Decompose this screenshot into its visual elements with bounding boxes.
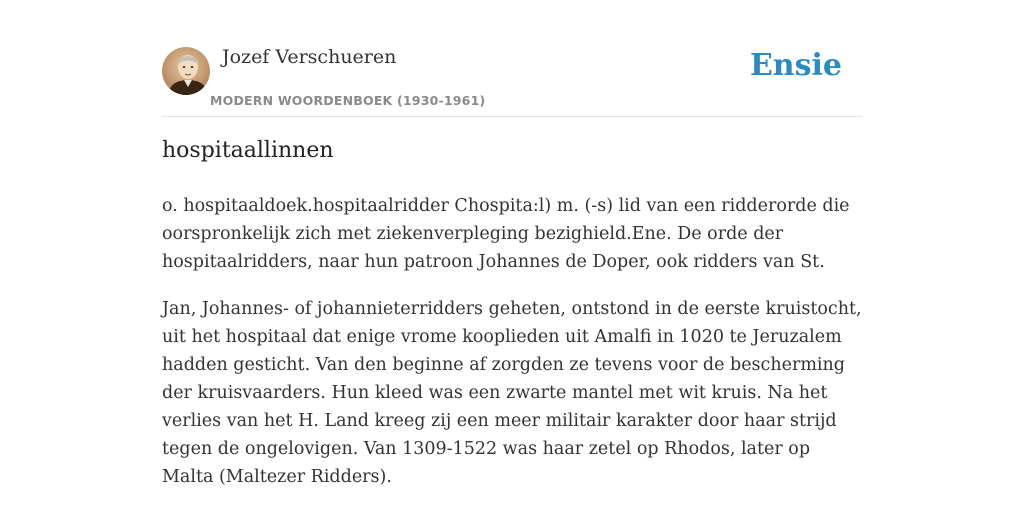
header bbox=[162, 44, 862, 117]
author-name[interactable]: Jozef Verschueren bbox=[222, 46, 397, 68]
definition-paragraph: Jan, Johannes- of johannieterridders geheten, ontstond in de eerste kruistocht, uit het hospitaal dat enige vrome kooplieden uit Amalfi in 1020 te Jeruzalem hadden gesticht. Van den beginne af zorgden ze tevens voor de bescherming der kruisvaarders. Hun kleed was een zwarte mantel met wit kruis. Na het verlies van het H. Land kreeg zij een meer militair karakter door haar strijd tegen de ongelovigen. Van 1309-1522 was haar zetel op Rhodos, later op Malta (Maltezer Ridders). bbox=[162, 299, 862, 487]
author-avatar[interactable] bbox=[162, 47, 210, 95]
definition-paragraph: o. hospitaaldoek.hospitaalridder Chospita:l) m. (-s) lid van een ridderorde die oorspronkelijk zich met ziekenverpleging bezighield.Ene. De orde der hospitaalridders, naar hun patroon Johannes de Doper, ook ridders van St. bbox=[162, 196, 850, 272]
entry-headword: hospitaallinnen bbox=[162, 138, 334, 163]
brand-logo[interactable]: Ensie bbox=[749, 48, 842, 83]
portrait-photo-icon bbox=[162, 47, 210, 95]
entry-definition bbox=[162, 192, 862, 510]
source-title[interactable]: MODERN WOORDENBOEK (1930-1961) bbox=[210, 93, 486, 108]
